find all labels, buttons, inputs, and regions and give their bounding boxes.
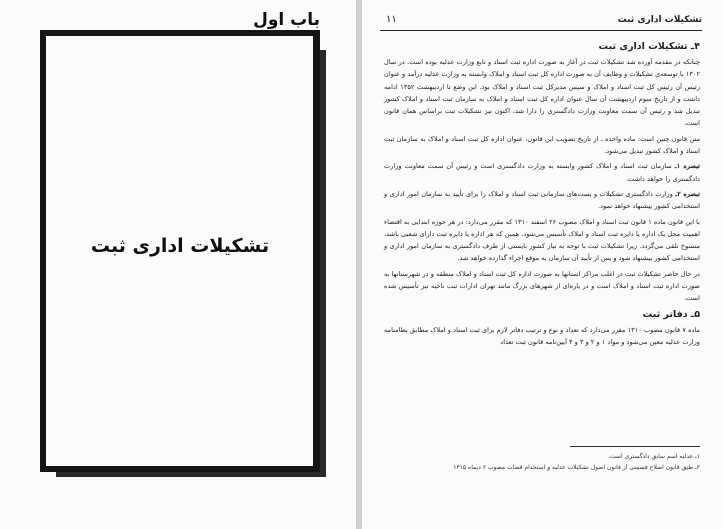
page-number: ۱۱: [386, 14, 397, 25]
note-2-label: تبصره ۲ـ: [675, 189, 700, 198]
paragraph-3: با این قانون ماده ۱ قانون ثبت اسناد و املاک مصوب ۲۶ اسفند ۱۳۱۰ که مقرر می‌دارد: در هر حوزه ابتدایی به اقتضاء اهمیت محل یک اداره یا دایره ثبت اسناد و املاک تأسیس می‌شود. همین که هر اداره یا دایره ثبت دارای شعبی باشد، منسوخ تلقی می‌گردد. زیرا تشکیلات ثبت با توجه به نیاز کشور بایستی از طرف دادگستری به سازمان امور اداری و استخدامی کشور پیشنهاد شود و پس از تأیید آن سازمان به موقع اجراء گذارده خواهد شد.: [384, 217, 701, 263]
chapter-label: باب اول: [253, 10, 320, 30]
running-header: [380, 12, 702, 31]
paragraph-5: ماده ۷ قانون مصوب ۱۳۱۰ مقرر می‌دارد که تعداد و نوع و ترتیب دفاتر لازم برای ثبت اسناد و املاک مطابق نظامنامه وزارت عدلیه معین می‌شود و مواد ۱ و ۲ و ۳ و ۴ آیین‌نامه قانون ثبت تعداد: [384, 325, 701, 346]
footnote-1: ۱ـ عدلیه اسم سابق دادگستری است.: [608, 453, 700, 460]
note-1: [384, 160, 700, 185]
left-page: [0, 0, 356, 529]
note-2-text: وزارت دادگستری تشکیلات و پست‌های سازمانی ثبت اسناد و املاک را برای تأیید به سازمان امور اداری و استخدامی کشور پیشنهاد خواهد نمود.: [384, 189, 700, 211]
chapter-title: تشکیلات اداری ثبت: [90, 235, 270, 257]
body-text: [384, 38, 700, 351]
footnote-2: ۲ـ طبق قانون اصلاح قسمتی از قانون اصول تشکیلات عدلیه و استخدام قضات مصوب ۶ دیماه ۱۳۱۵: [453, 464, 700, 471]
footnote-divider: [570, 446, 700, 447]
section-5-heading: ۵ـ دفاتر ثبت: [642, 308, 700, 320]
running-header-title: تشکیلات اداری ثبت: [617, 15, 702, 25]
section-4-heading: ۴ـ تشکیلات اداری ثبت: [598, 41, 700, 52]
paragraph-4: در حال حاضر تشکیلات ثبت در اغلب مراکز استانها به صورت اداره کل ثبت اسناد و املاک منطقه و در شهرستانها به صورت اداره ثبت اسناد و املاک است و در پاره‌ای از شهرهای بزرگ مانند تهران ادارات ثبت ناحیه نیز تأسیس شده است.: [384, 269, 700, 303]
paragraph-1: چنانکه در مقدمه آورده شد تشکیلات ثبت در آغاز به صورت اداره ثبت اسناد و تابع وزارت عدلیه بوده است. در سال ۱۳۰۲ با توسعه‌ی تشکیلات و وظایف آن به صورت اداره کل ثبت اسناد و املاک وابسته به وزارت عدلیه درآمد و عنوان رئیس آن رئیس کل ثبت اسناد و املاک و سپس مدیرکل ثبت اسناد و املاک بود. این وضع تا اردیبهشت ۱۳۵۲ ادامه داشت و از تاریخ سوم اردیبهشت آن سال عنوان اداره کل ثبت اسناد و املاک به سازمان ثبت اسناد و املاک کشور تبدیل شد و رئیس آن سمت معاونت وزارت دادگستری را دارا شد، اکنون نیز تشکیلات ثبت براساس همان قانون است.: [384, 58, 701, 128]
right-page: [362, 0, 722, 529]
footnotes: [384, 451, 700, 473]
note-2: [384, 188, 700, 213]
note-1-label: تبصره ۱ـ: [674, 162, 700, 171]
paragraph-2: متن قانون چنین است: ماده واحده ـ از تاریخ تصویب این قانون، عنوان اداره کل ثبت اسناد و املاک به سازمان ثبت اسناد و املاک کشور تبدیل می‌شود.: [384, 134, 700, 156]
note-1-text: سازمان ثبت اسناد و املاک کشور وابسته به وزارت دادگستری است و رئیس آن سمت معاونت وزارت دادگستری را خواهد داشت.: [384, 162, 700, 183]
